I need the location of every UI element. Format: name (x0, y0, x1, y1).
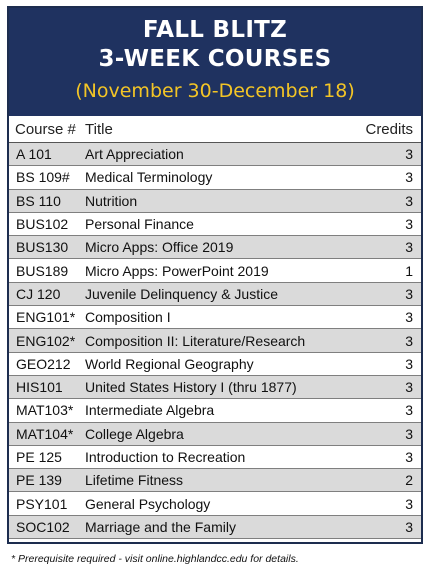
course-code: A 101 (16, 146, 52, 163)
course-credits: 3 (405, 309, 413, 326)
course-code: PSY101 (16, 495, 68, 512)
course-credits: 3 (405, 192, 413, 209)
course-code: BS 110 (16, 192, 61, 209)
course-credits: 3 (405, 449, 413, 465)
course-title: Marriage and the Family (85, 518, 236, 535)
table-row (9, 190, 421, 213)
course-code: HIS101 (16, 379, 63, 396)
title-line-1: FALL BLITZ (142, 17, 288, 43)
course-title: Composition II: Literature/Research (85, 332, 306, 349)
table-row (9, 166, 421, 189)
course-flyer (7, 6, 423, 544)
course-title: World Regional Geography (85, 355, 254, 372)
course-credits: 3 (405, 285, 413, 302)
table-row (9, 143, 421, 166)
flyer-header (9, 8, 421, 116)
course-credits: 2 (405, 472, 413, 489)
table-row (9, 353, 421, 376)
table-row (9, 329, 421, 352)
course-title: Medical Terminology (85, 169, 213, 186)
course-credits: 3 (405, 402, 413, 419)
course-title: Intermediate Algebra (85, 402, 215, 419)
course-credits: 3 (405, 332, 413, 349)
table-row (9, 492, 421, 515)
table-row (9, 236, 421, 259)
course-code: BUS189 (16, 262, 69, 279)
course-title: Personal Finance (85, 216, 194, 233)
column-credits: Credits (365, 120, 413, 138)
course-title: Art Appreciation (85, 146, 184, 163)
table-row (9, 376, 421, 399)
footnote: * Prerequisite required - visit online.highlandcc.edu for details. (11, 553, 299, 565)
course-title: Micro Apps: PowerPoint 2019 (85, 262, 269, 279)
course-title: United States History I (thru 1877) (85, 379, 297, 396)
course-credits: 3 (405, 518, 413, 535)
course-code: PE 139 (16, 472, 62, 489)
course-code: CJ 120 (16, 285, 61, 302)
course-code: SOC102 (16, 518, 70, 535)
course-title: Composition I (85, 309, 171, 326)
table-row (9, 516, 421, 539)
course-title: General Psychology (85, 495, 211, 512)
course-code: BUS130 (16, 239, 69, 256)
course-title: Lifetime Fitness (85, 472, 184, 489)
course-credits: 3 (405, 216, 413, 233)
table-header (9, 116, 421, 143)
table-row (9, 283, 421, 306)
course-title: Introduction to Recreation (85, 449, 246, 465)
course-code: MAT103* (16, 402, 74, 419)
course-code: BUS102 (16, 216, 69, 233)
course-code: PE 125 (16, 449, 62, 465)
course-code: ENG101* (16, 309, 76, 326)
course-code: GEO212 (16, 355, 71, 372)
course-code: ENG102* (16, 332, 76, 349)
course-credits: 3 (405, 146, 413, 163)
column-title: Title (85, 120, 113, 138)
course-title: Juvenile Delinquency & Justice (85, 285, 278, 302)
table-row (9, 446, 421, 469)
course-credits: 3 (405, 169, 413, 186)
table-row (9, 259, 421, 282)
course-table-body (9, 143, 421, 539)
course-credits: 3 (405, 355, 413, 372)
course-code: BS 109# (16, 169, 70, 186)
table-row (9, 213, 421, 236)
table-row (9, 306, 421, 329)
course-title: College Algebra (85, 425, 184, 442)
course-credits: 1 (405, 262, 413, 279)
course-title: Micro Apps: Office 2019 (85, 239, 234, 256)
course-credits: 3 (405, 425, 413, 442)
course-credits: 3 (405, 239, 413, 256)
column-course: Course # (15, 120, 76, 138)
table-row (9, 469, 421, 492)
title-line-2: 3-WEEK COURSES (98, 46, 332, 72)
course-credits: 3 (405, 495, 413, 512)
date-range: (November 30-December 18) (75, 80, 355, 102)
table-row (9, 423, 421, 446)
course-code: MAT104* (16, 425, 74, 442)
table-row (9, 399, 421, 422)
course-credits: 3 (405, 379, 413, 396)
course-title: Nutrition (85, 192, 138, 209)
